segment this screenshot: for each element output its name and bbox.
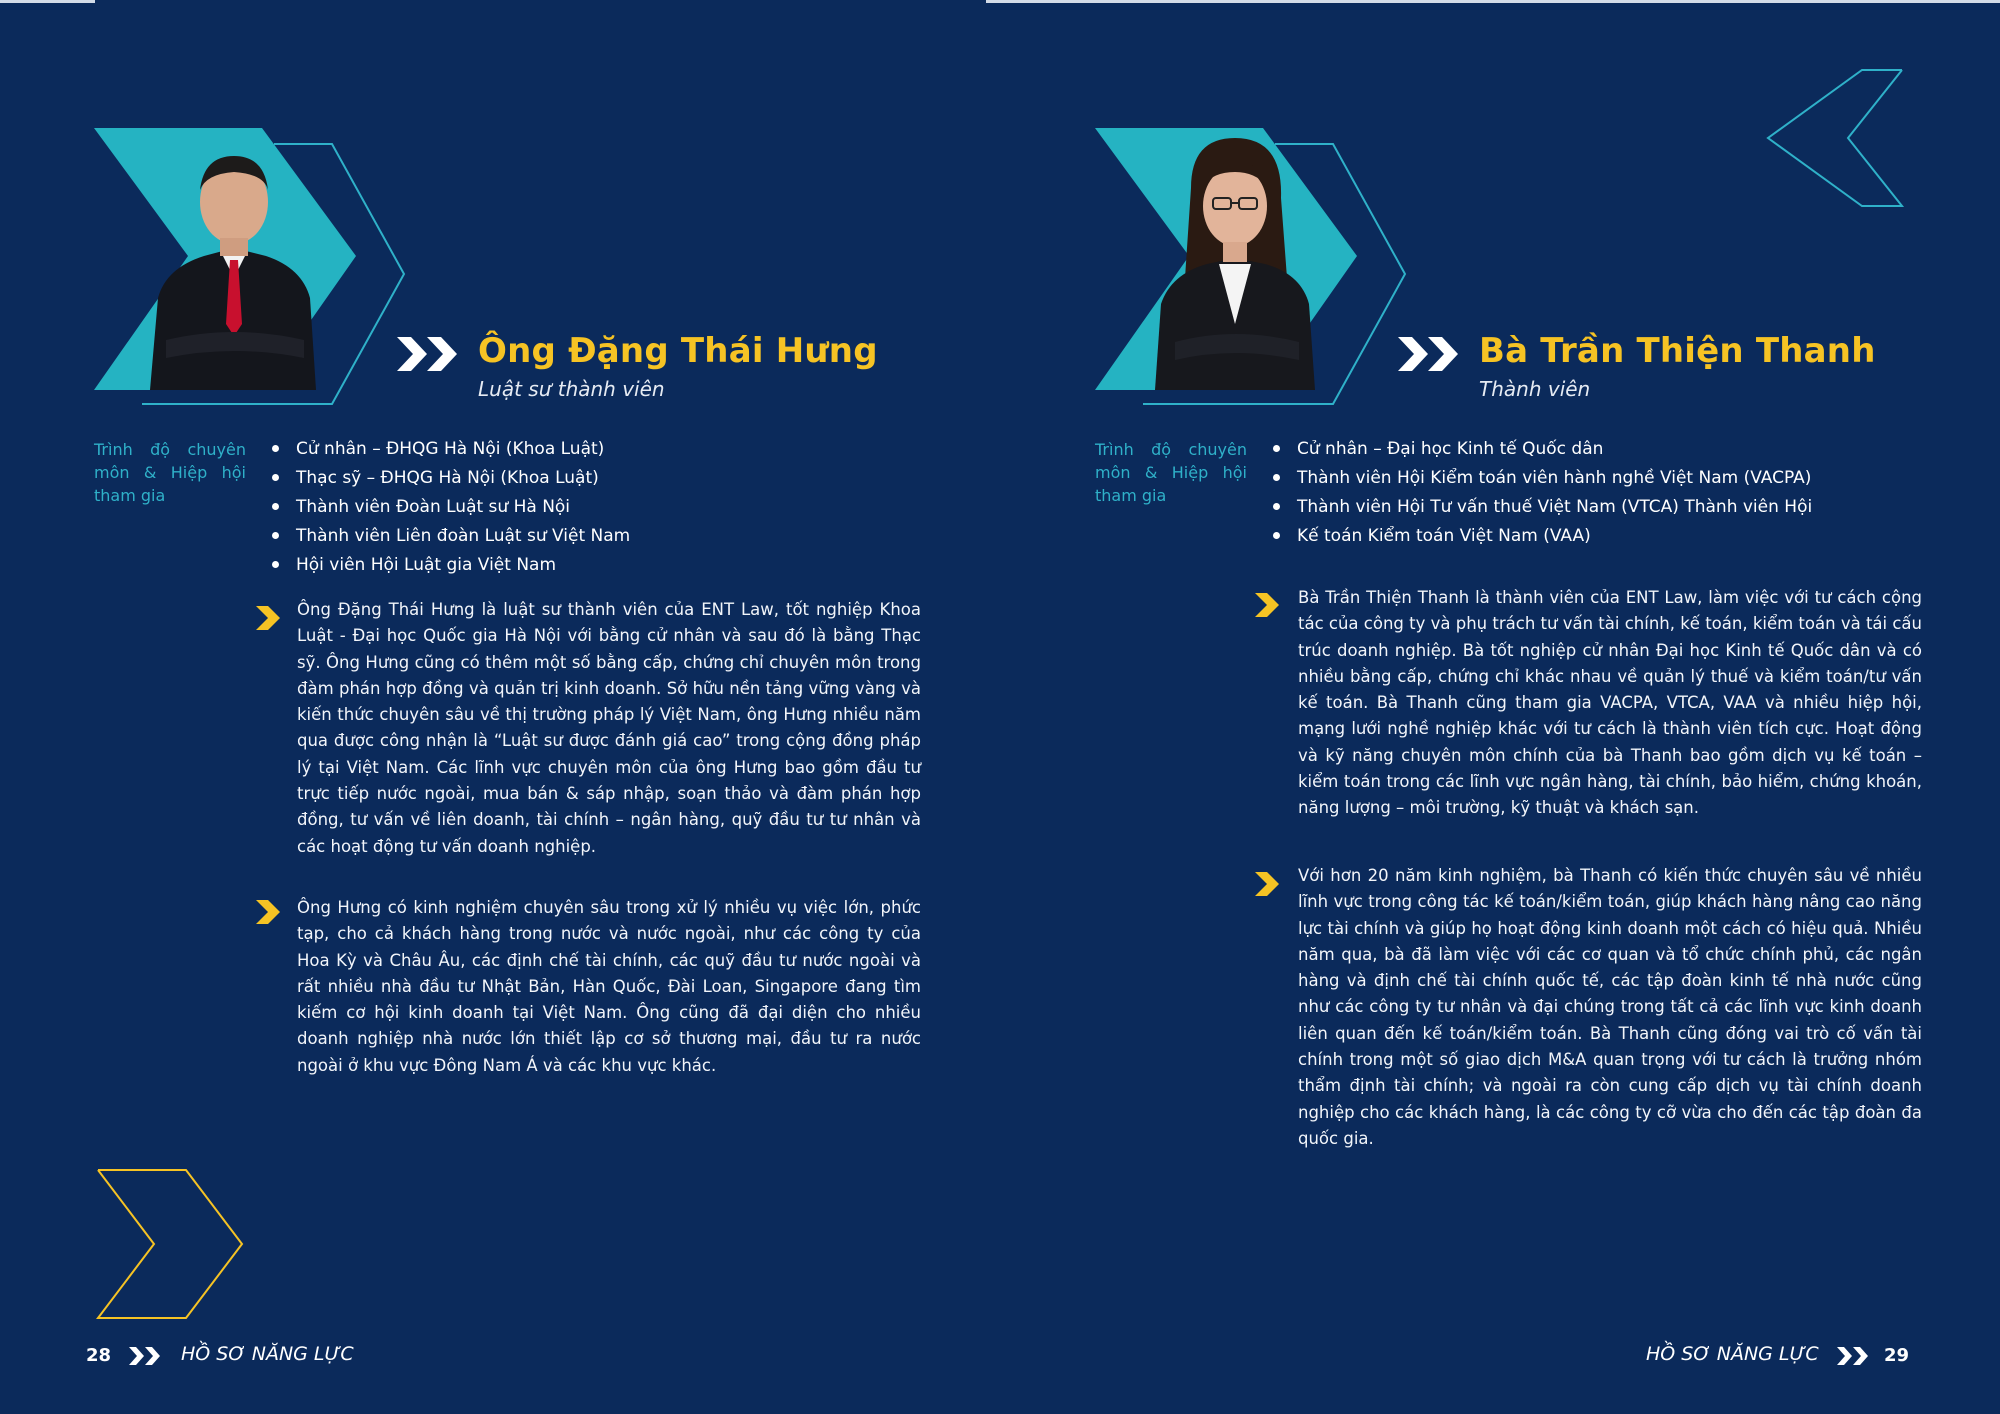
list-item: Cử nhân – Đại học Kinh tế Quốc dân — [1271, 435, 1812, 464]
qualifications-list — [270, 435, 630, 580]
double-chevron-icon — [129, 1347, 161, 1365]
portrait-thanh — [1095, 128, 1415, 408]
bio-paragraph: Bà Trần Thiện Thanh là thành viên của ENT Law, làm việc với tư cách cộng tác của công ty và phụ trách tư vấn tài chính, kế toán, kiểm toán và tái cấu trúc doanh nghiệp. Bà tốt nghiệp cử nhân Đại học Kinh tế Quốc dân và có nhiều bằng cấp, chứng chỉ khác nhau về quản lý thuế và kiểm toán/tư vấn kế toán. Bà Thanh cũng tham gia VACPA, VTCA, VAA và nhiều hiệp hội, mạng lưới nghề nghiệp khác với tư cách là thành viên tích cực. Hoạt động và kỹ năng chuyên môn chính của bà Thanh bao gồm dịch vụ kế toán – kiểm toán trong các lĩnh vực ngân hàng, tài chính, bảo hiểm, chứng khoán, năng lượng – môi trường, kỹ thuật và khách sạn. — [1298, 588, 1922, 818]
list-item: Thạc sỹ – ĐHQG Hà Nội (Khoa Luật) — [270, 464, 630, 493]
list-item: Thành viên Hội Tư vấn thuế Việt Nam (VTCA) Thành viên Hội — [1271, 493, 1812, 522]
list-item: Cử nhân – ĐHQG Hà Nội (Khoa Luật) — [270, 435, 630, 464]
double-chevron-icon — [1837, 1347, 1869, 1365]
person-name: Ông Đặng Thái Hưng — [478, 331, 878, 371]
chevron-bullet-icon — [1255, 872, 1279, 896]
page-right — [1000, 0, 2000, 1414]
chevron-bullet-icon — [1255, 593, 1279, 617]
list-item: Thành viên Liên đoàn Luật sư Việt Nam — [270, 522, 630, 551]
double-chevron-icon — [397, 337, 459, 371]
chevron-bullet-icon — [256, 900, 280, 924]
person-name: Bà Trần Thiện Thanh — [1479, 331, 1876, 371]
list-item: Thành viên Hội Kiểm toán viên hành nghề Việt Nam (VACPA) — [1271, 464, 1812, 493]
footer-title: HỒ SƠ NĂNG LỰC — [181, 1343, 354, 1365]
double-chevron-icon — [1398, 337, 1460, 371]
footer-title: HỒ SƠ NĂNG LỰC — [1646, 1343, 1819, 1365]
list-item: Kế toán Kiểm toán Việt Nam (VAA) — [1271, 522, 1812, 551]
list-item: Hội viên Hội Luật gia Việt Nam — [270, 551, 630, 580]
bio-paragraph: Ông Đặng Thái Hưng là luật sư thành viên của ENT Law, tốt nghiệp Khoa Luật - Đại học Quốc gia Hà Nội với bằng cử nhân và sau đó là bằng Thạc sỹ. Ông Hưng cũng có thêm một số bằng cấp, chứng chỉ chuyên môn trong đàm phán hợp đồng và quản trị kinh doanh. Sở hữu nền tảng vững vàng và kiến thức chuyên sâu về thị trường pháp lý Việt Nam, ông Hưng nhiều năm qua được công nhận là “Luật sư được đánh giá cao” trong cộng đồng pháp lý tại Việt Nam. Các lĩnh vực chuyên môn của ông Hưng bao gồm đầu tư trực tiếp nước ngoài, mua bán & sáp nhập, soạn thảo và đàm phán hợp đồng, tư vấn về liên doanh, tài chính – ngân hàng, quỹ đầu tư tư nhân và các hoạt động tư vấn doanh nghiệp. — [297, 600, 921, 856]
chevron-bullet-icon — [256, 606, 280, 630]
bio-paragraph: Với hơn 20 năm kinh nghiệm, bà Thanh có kiến thức chuyên sâu về nhiều lĩnh vực trong công tác kế toán/kiểm toán, giúp khách hàng nâng cao năng lực tài chính và giúp họ hoạt động kinh doanh một cách có hiệu quả. Nhiều năm qua, bà đã làm việc với các cơ quan và tổ chức chính phủ, các ngân hàng và định chế tài chính quốc tế, các tập đoàn kinh tế nhà nước cũng như các công ty tư nhân và đại chúng trong tất cả các lĩnh vực kinh doanh liên quan đến kế toán/kiểm toán. Bà Thanh cũng đóng vai trò cố vấn tài chính trong một số giao dịch M&A quan trọng với tư cách là trưởng nhóm thẩm định tài chính; và ngoài ra còn cung cấp dịch vụ tài chính doanh nghiệp cho các khách hàng, là các công ty cỡ vừa cho đến các tập đoàn đa quốc gia. — [1298, 866, 1922, 1148]
qualifications-list — [1271, 435, 1812, 551]
page-number: 29 — [1884, 1345, 1910, 1366]
chevron-outline-icon — [1766, 68, 1906, 208]
person-role: Thành viên — [1479, 377, 1591, 401]
page-number: 28 — [86, 1345, 112, 1366]
bio-paragraph: Ông Hưng có kinh nghiệm chuyên sâu trong xử lý nhiều vụ việc lớn, phức tạp, cho cả khách hàng trong nước và nước ngoài, như các công ty của Hoa Kỳ và Châu Âu, các định chế tài chính, các quỹ đầu tư nước ngoài và rất nhiều nhà đầu tư Nhật Bản, Hàn Quốc, Đài Loan, Singapore đang tìm kiếm cơ hội kinh doanh tại Việt Nam. Ông cũng đã đại diện cho nhiều doanh nghiệp nhà nước lớn thiết lập cơ sở thương mại, đầu tư ra nước ngoài ở khu vực Đông Nam Á và các khu vực khác. — [297, 898, 921, 1075]
person-role: Luật sư thành viên — [478, 377, 665, 401]
list-item: Thành viên Đoàn Luật sư Hà Nội — [270, 493, 630, 522]
qualifications-label: Trình độ chuyên môn & Hiệp hội tham gia — [1095, 440, 1247, 505]
qualifications-label: Trình độ chuyên môn & Hiệp hội tham gia — [94, 440, 246, 505]
portrait-hung — [94, 128, 414, 408]
chevron-outline-icon — [96, 1168, 246, 1320]
